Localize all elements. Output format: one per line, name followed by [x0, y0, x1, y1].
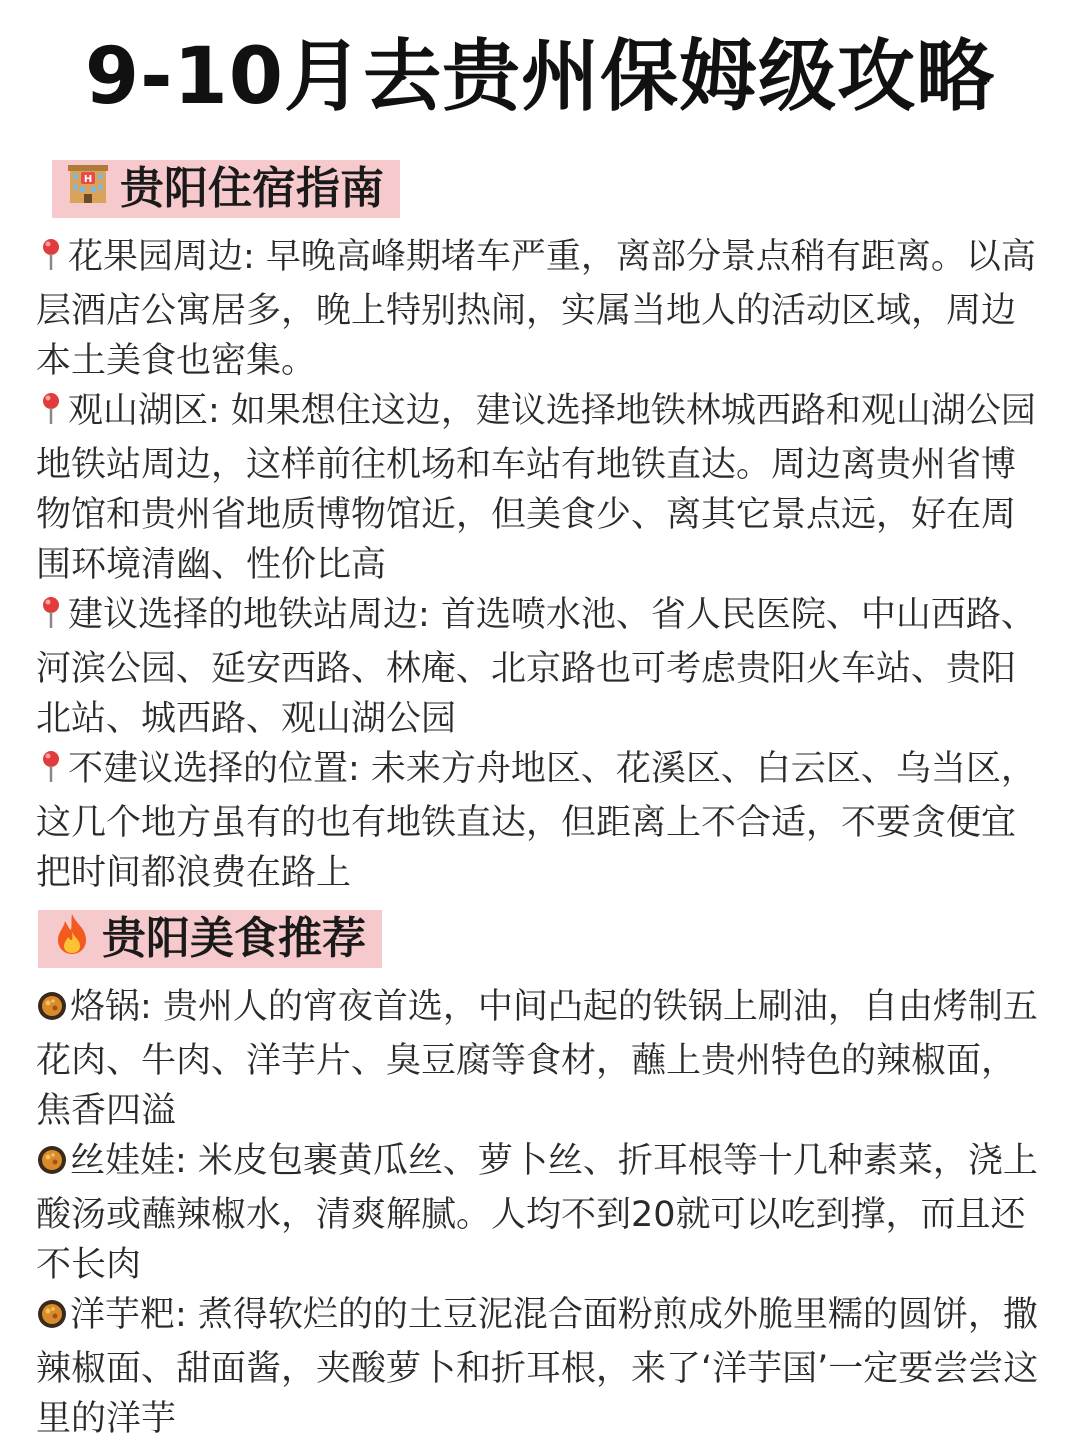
entry-text: 煮得软烂的的土豆泥混合面粉煎成外脆里糯的圆饼，撒辣椒面、甜面酱，夹酸萝卜和折耳根，来了‘洋芋国’一定要尝尝这里的洋芋: [36, 1295, 1039, 1439]
entry-term: 丝娃娃:: [70, 1141, 187, 1181]
section-food: [36, 910, 1046, 1444]
svg-text:H: H: [83, 174, 93, 185]
list-item: [36, 386, 1046, 590]
map-pin-icon: [36, 594, 66, 644]
entry-text: 未来方舟地区、花溪区、白云区、乌当区，这几个地方虽有的也有地铁直达，但距离上不合适，不要贪便宜把时间都浪费在路上: [36, 749, 1036, 893]
page-title: 9-10月去贵州保姆级攻略: [84, 32, 996, 122]
list-item: [36, 1290, 1046, 1444]
map-pin-icon: [36, 748, 66, 798]
list-item: [36, 590, 1046, 744]
list-item: [36, 1136, 1046, 1290]
map-pin-icon: [36, 390, 66, 440]
section-body-food: [36, 982, 1046, 1444]
section-body-accommodation: [36, 232, 1046, 898]
list-item: [36, 982, 1046, 1136]
entry-term: 烙锅:: [70, 987, 152, 1027]
entry-text: 米皮包裹黄瓜丝、萝卜丝、折耳根等十几种素菜，浇上酸汤或蘸辣椒水，清爽解腻。人均不到20就可以吃到撑，而且还不长肉: [36, 1141, 1038, 1285]
entry-text: 首选喷水池、省人民医院、中山西路、河滨公园、延安西路、林庵、北京路也可考虑贵阳火车站、贵阳北站、城西路、观山湖公园: [36, 595, 1036, 739]
fire-icon: [52, 912, 92, 971]
map-pin-icon: [36, 236, 66, 286]
entry-text: 早晚高峰期堵车严重，离部分景点稍有距离。以高层酒店公寓居多，晚上特别热闹，实属当地人的活动区域，周边本土美食也密集。: [36, 237, 1036, 381]
entry-term: 不建议选择的位置:: [68, 749, 360, 789]
hotel-icon: [66, 162, 110, 220]
section-header-accommodation: [52, 160, 400, 218]
food-bowl-icon: [36, 986, 68, 1036]
section-title-food: 贵阳美食推荐: [102, 913, 366, 964]
food-bowl-icon: [36, 1294, 68, 1344]
entry-term: 花果园周边:: [68, 237, 255, 277]
list-item: [36, 744, 1046, 898]
entry-text: 如果想住这边，建议选择地铁林城西路和观山湖公园地铁站周边，这样前往机场和车站有地铁直达。周边离贵州省博物馆和贵州省地质博物馆近，但美食少、离其它景点远，好在周围环境清幽、性价比高: [36, 391, 1036, 585]
entry-term: 建议选择的地铁站周边:: [68, 595, 430, 635]
section-title-accommodation: 贵阳住宿指南: [120, 163, 384, 214]
section-accommodation: [36, 160, 1046, 898]
food-bowl-icon: [36, 1140, 68, 1190]
list-item: [36, 232, 1046, 386]
section-header-food: [38, 910, 382, 968]
entry-text: 贵州人的宵夜首选，中间凸起的铁锅上刷油，自由烤制五花肉、牛肉、洋芋片、臭豆腐等食材，蘸上贵州特色的辣椒面，焦香四溢: [36, 987, 1038, 1131]
entry-term: 洋芋粑:: [70, 1295, 187, 1335]
entry-term: 观山湖区:: [68, 391, 220, 431]
